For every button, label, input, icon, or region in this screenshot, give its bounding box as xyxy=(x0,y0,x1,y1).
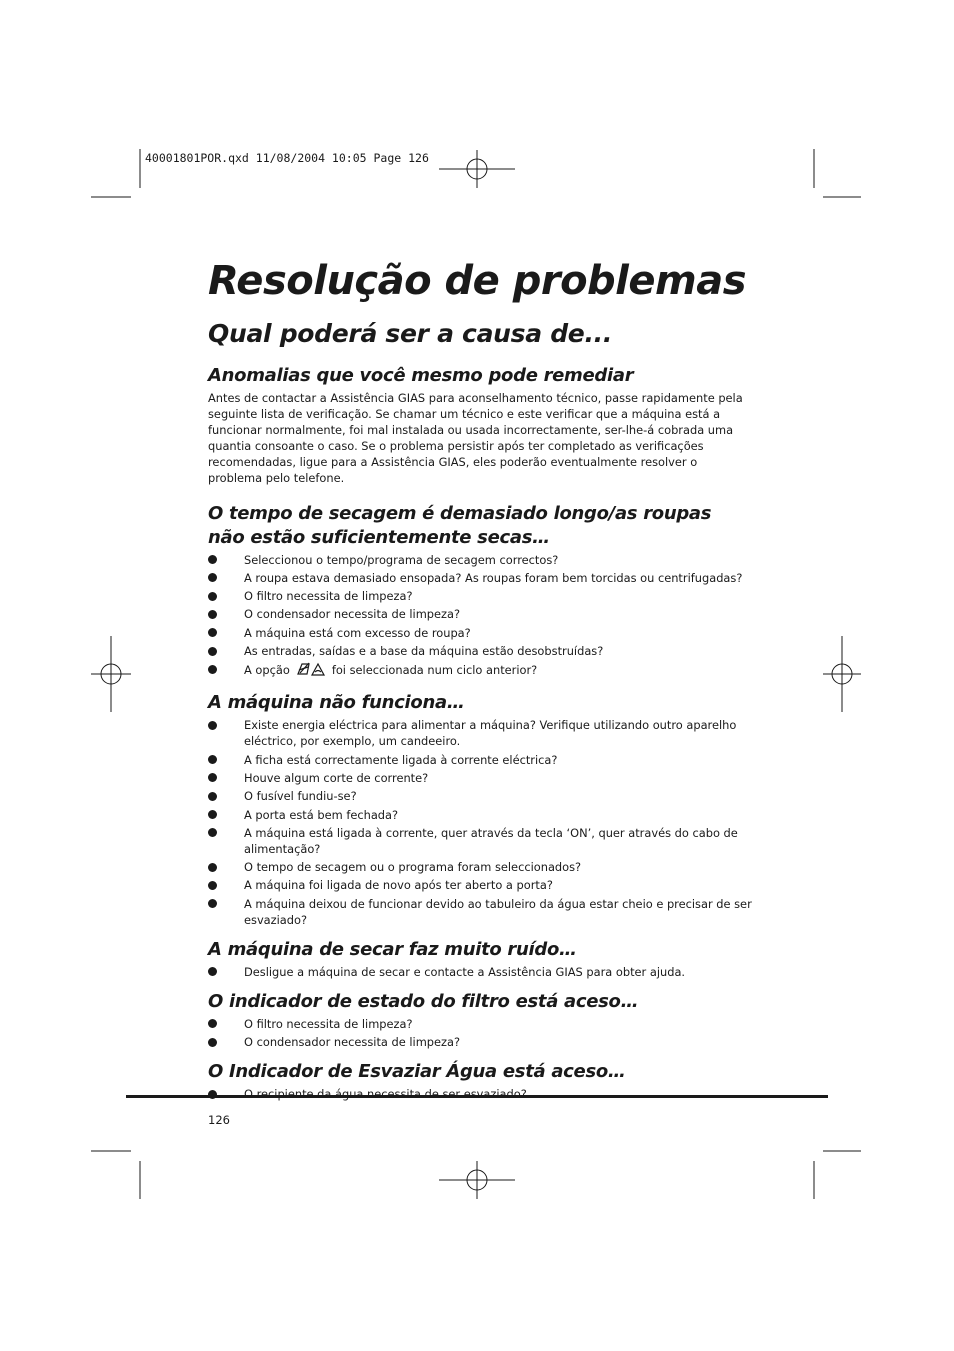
section-heading: O Indicador de Esvaziar Água está aceso… xyxy=(208,1061,626,1083)
page-number: 126 xyxy=(208,1113,230,1127)
bullet-icon xyxy=(208,773,217,782)
iron-delicate-icon xyxy=(296,661,326,681)
bullet-list xyxy=(208,717,753,927)
page-subtitle: Qual poderá ser a causa de... xyxy=(208,319,613,348)
bullet-icon xyxy=(208,792,217,801)
section-not-working xyxy=(208,691,753,927)
list-item: A opção foi seleccionada num ciclo anterior? xyxy=(208,661,753,681)
content-flow xyxy=(208,364,753,1104)
bullet-icon xyxy=(208,647,217,656)
bullet-icon xyxy=(208,1038,217,1047)
bullet-icon xyxy=(208,610,217,619)
print-slug: 40001801POR.qxd 11/08/2004 10:05 Page 126 xyxy=(145,151,429,165)
list-item: A máquina foi ligada de novo após ter aberto a porta? xyxy=(208,877,753,893)
list-item: A máquina deixou de funcionar devido ao tabuleiro da água estar cheio e precisar de ser esvaziado? xyxy=(208,896,753,928)
bullet-list xyxy=(208,964,753,980)
list-item: Desligue a máquina de secar e contacte a Assistência GIAS para obter ajuda. xyxy=(208,964,753,980)
section-heading: A máquina não funciona… xyxy=(208,692,465,714)
bullet-list xyxy=(208,1016,753,1050)
list-item: Seleccionou o tempo/programa de secagem correctos? xyxy=(208,552,753,568)
section-drying-time xyxy=(208,502,753,682)
bullet-icon xyxy=(208,1019,217,1028)
list-item: As entradas, saídas e a base da máquina estão desobstruídas? xyxy=(208,643,753,659)
list-item: O fusível fundiu-se? xyxy=(208,788,753,804)
bullet-icon xyxy=(208,555,217,564)
list-item: O filtro necessita de limpeza? xyxy=(208,588,753,604)
bullet-icon xyxy=(208,967,217,976)
bullet-list xyxy=(208,552,753,682)
bullet-icon xyxy=(208,573,217,582)
section-heading: O tempo de secagem é demasiado longo/as roupas não estão suficientemente secas… xyxy=(208,502,712,548)
list-item: Houve algum corte de corrente? xyxy=(208,770,753,786)
intro-heading: Anomalias que você mesmo pode remediar xyxy=(208,365,634,386)
intro-section xyxy=(208,364,753,487)
list-item: A porta está bem fechada? xyxy=(208,807,753,823)
section-heading: O indicador de estado do filtro está aceso… xyxy=(208,990,639,1012)
section-heading: A máquina de secar faz muito ruído… xyxy=(208,938,577,960)
bullet-icon xyxy=(208,665,217,674)
bullet-icon xyxy=(208,721,217,730)
bullet-icon xyxy=(208,810,217,819)
bullet-icon xyxy=(208,592,217,601)
list-item: O condensador necessita de limpeza? xyxy=(208,606,753,622)
intro-paragraph: Antes de contactar a Assistência GIAS para aconselhamento técnico, passe rapidamente pela seguinte lista de verificação. Se chamar um técnico e este verificar que a máquina está a funcionar normalmente, foi mal instalada ou usada incorrectamente, ser-lhe-á cobrada uma quantia consoante o caso. Se o problema persistir após ter completado as verificações recomendadas, ligue para a Assistência GIAS, eles poderão eventualmente resolver o problema pelo telefone. xyxy=(208,391,743,486)
bullet-icon xyxy=(208,755,217,764)
bullet-icon xyxy=(208,628,217,637)
bullet-icon xyxy=(208,828,217,837)
list-item: O condensador necessita de limpeza? xyxy=(208,1034,753,1050)
list-item: A máquina está com excesso de roupa? xyxy=(208,625,753,641)
list-item: Existe energia eléctrica para alimentar a máquina? Verifique utilizando outro aparelho eléctrico, por exemplo, um candeeiro. xyxy=(208,717,753,749)
page-title: Resolução de problemas xyxy=(208,258,747,304)
list-item: A ficha está correctamente ligada à corrente eléctrica? xyxy=(208,752,753,768)
bullet-icon xyxy=(208,899,217,908)
list-item: O filtro necessita de limpeza? xyxy=(208,1016,753,1032)
section-noise xyxy=(208,938,753,980)
bullet-icon xyxy=(208,881,217,890)
section-filter-indicator xyxy=(208,990,753,1050)
list-item: O tempo de secagem ou o programa foram seleccionados? xyxy=(208,859,753,875)
footer-rule xyxy=(126,1095,828,1098)
list-item: A máquina está ligada à corrente, quer através da tecla ‘ON’, quer através do cabo de alimentação? xyxy=(208,825,753,857)
list-item: A roupa estava demasiado ensopada? As roupas foram bem torcidas ou centrifugadas? xyxy=(208,570,753,586)
bullet-icon xyxy=(208,863,217,872)
